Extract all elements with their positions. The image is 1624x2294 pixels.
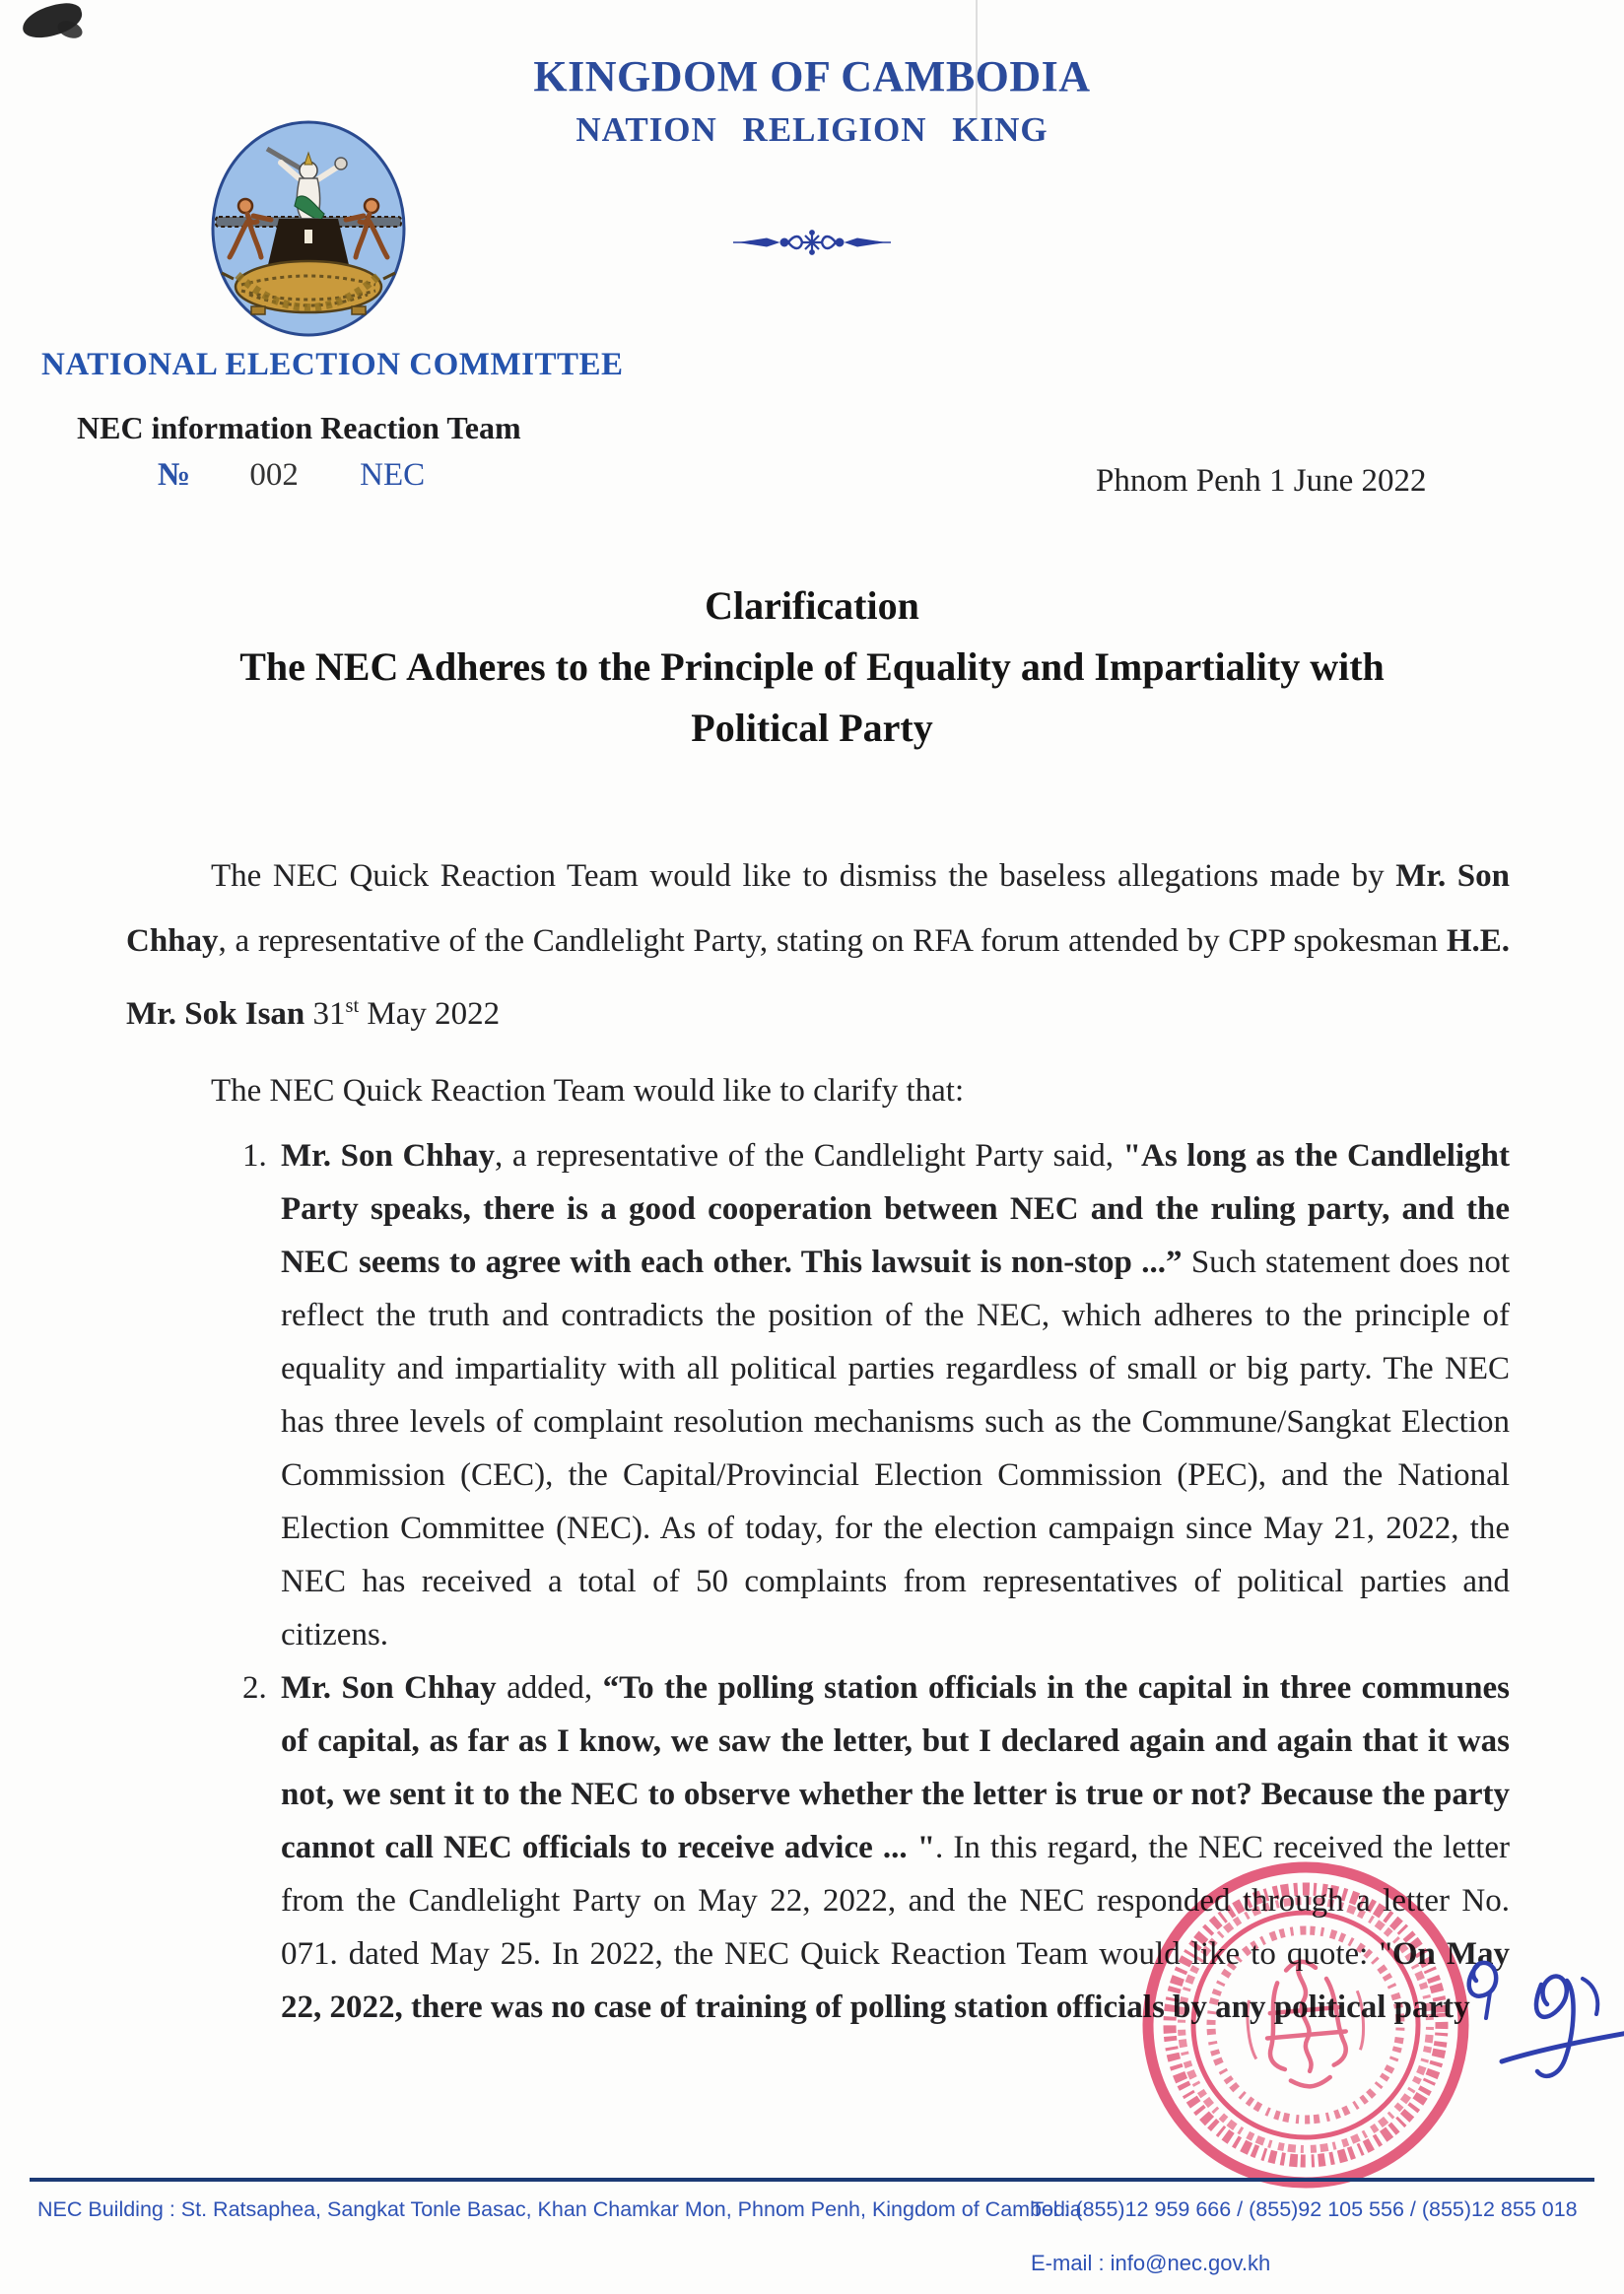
- footer-email: E-mail : info@nec.gov.kh: [1031, 2251, 1271, 2275]
- document-number: [158, 457, 425, 494]
- place-and-date: Phnom Penh 1 June 2022: [1096, 463, 1427, 499]
- numero-sign: №: [158, 457, 191, 493]
- committee-name: NATIONAL ELECTION COMMITTEE: [41, 347, 624, 382]
- scan-artifact: [55, 18, 85, 41]
- footer-address: NEC Building : St. Ratsaphea, Sangkat Tonle Basac, Khan Chamkar Mon, Phnom Penh, Kingdom of Cambodia: [37, 2197, 1082, 2221]
- list-item: [126, 1129, 1510, 1661]
- kingdom-title: KINGDOM OF CAMBODIA: [533, 52, 1091, 101]
- title-line: The NEC Adheres to the Principle of Equality and Impartiality with: [239, 644, 1385, 689]
- nec-emblem-icon: [210, 119, 407, 338]
- footer-divider: [30, 2178, 1594, 2182]
- title-line: Political Party: [691, 706, 933, 750]
- document-number-suffix: NEC: [360, 457, 426, 493]
- ornamental-divider-icon: [733, 225, 891, 260]
- list-item-text: Mr. Son Chhay, a representative of the Candlelight Party said, "As long as the Candlelight Party speaks, there is a good cooperation between NEC and the ruling party, and the NEC seems to agree with each other. This lawsuit is non-stop ...” Such statement does not reflect the truth and contradicts the position of the NEC, which adheres to the principle of equality and impartiality with all political parties regardless of small or big party. The NEC has three levels of complaint resolution mechanisms such as the Commune/Sangkat Election Commission (CEC), the Capital/Provincial Election Commission (PEC), and the National Election Committee (NEC). As of today, for the election campaign since May 21, 2022, the NEC has received a total of 50 complaints from representatives of political parties and citizens.: [281, 1138, 1510, 1653]
- clarify-lead-paragraph: The NEC Quick Reaction Team would like to clarify that:: [211, 1073, 965, 1109]
- footer-telephone: Tel : (855)12 959 666 / (855)92 105 556 / (855)12 855 018: [1031, 2197, 1578, 2221]
- blue-ink-signature-icon: [1451, 1923, 1624, 2121]
- list-item-number: 1.: [242, 1138, 267, 1174]
- intro-paragraph: The NEC Quick Reaction Team would like to dismiss the baseless allegations made by Mr. Son Chhay, a representative of the Candlelight Party, stating on RFA forum attended by CPP spokesman H.E. Mr. Sok Isan 31st May 2022: [126, 858, 1510, 1032]
- list-item-number: 2.: [242, 1670, 267, 1706]
- national-motto: NATION RELIGION KING: [575, 110, 1049, 149]
- title-line: Clarification: [705, 583, 919, 628]
- team-name: NEC information Reaction Team: [77, 410, 521, 445]
- official-red-stamp-icon: [1118, 1838, 1492, 2211]
- document-number-value: 002: [249, 457, 299, 493]
- list-item-text: Mr. Son Chhay added, “To the polling station officials in the capital in three communes of capital, as far as I know, we saw the letter, but I declared again and again that it was not, we sent it to the NEC to observe whether the letter is true or not? Because the party cannot call NEC officials to receive advice ... ". In this regard, the NEC received the letter from the Candlelight Party on May 22, 2022, and the NEC responded through a letter No. 071. dated May 25. In 2022, the NEC Quick Reaction Team would like to quote: "On May 22, 2022, there was no case of training of polling station officials by any political party: [281, 1670, 1511, 2025]
- document-title: [0, 575, 1624, 759]
